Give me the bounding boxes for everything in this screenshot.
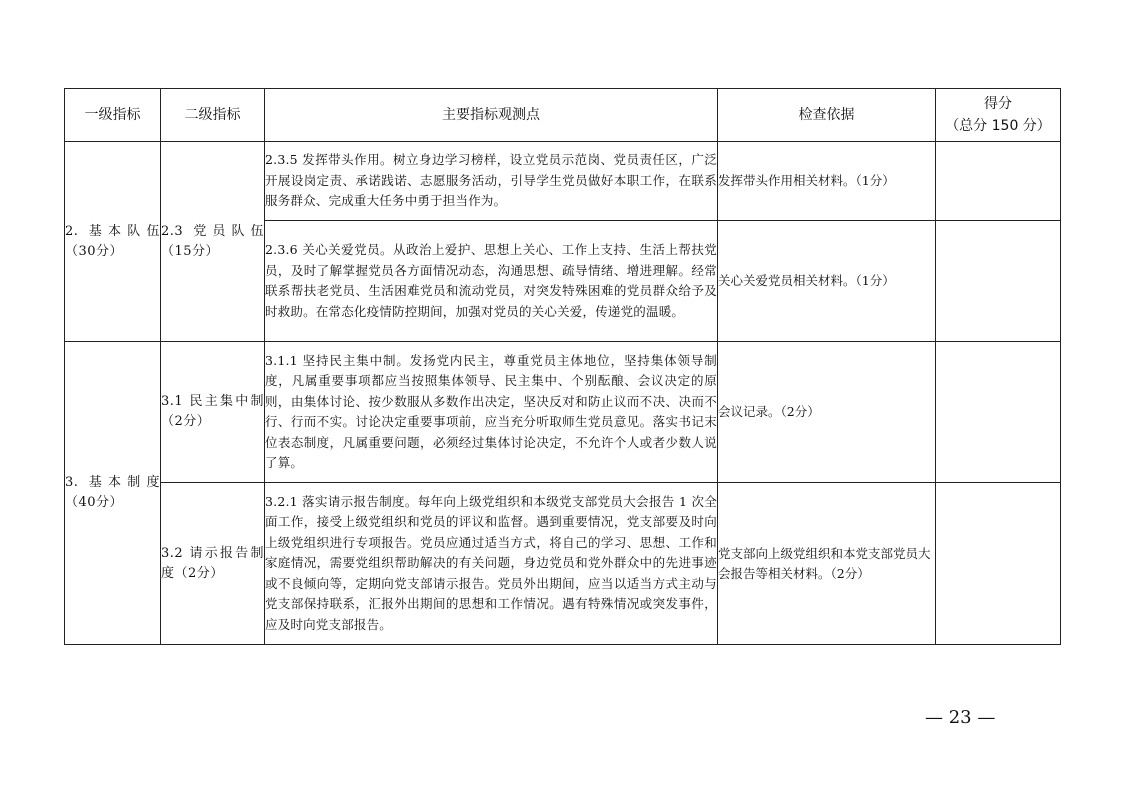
basis-cell: 发挥带头作用相关材料。（1分）: [718, 142, 936, 221]
level2-cell: 3.1 民主集中制（2分）: [161, 342, 265, 483]
level1-cell: 2. 基本队伍（30分）: [65, 142, 161, 342]
observation-cell: 3.1.1 坚持民主集中制。发扬党内民主，尊重党员主体地位，坚持集体领导制度，凡属重要事项都应当按照集体领导、民主集中、个别酝酿、会议决定的原则，由集体讨论、按少数服从多数作出决定，坚决反对和防止议而不决、决而不行、行而不实。讨论决定重要事项前，应当充分听取师生党员意见。落实书记末位表态制度，凡属重要问题，必须经过集体讨论决定，不允许个人或者少数人说了算。: [265, 342, 718, 483]
evaluation-table: [64, 88, 1061, 645]
table-row: [65, 142, 1061, 221]
level1-cell: 3. 基本制度（40分）: [65, 342, 161, 645]
observation-cell: 2.3.5 发挥带头作用。树立身边学习榜样，设立党员示范岗、党员责任区，广泛开展设岗定责、承诺践诺、志愿服务活动，引导学生党员做好本职工作，在联系服务群众、完成重大任务中勇于担当作为。: [265, 142, 718, 221]
header-observation: 主要指标观测点: [265, 89, 718, 142]
observation-cell: 2.3.6 关心关爱党员。从政治上爱护、思想上关心、工作上支持、生活上帮扶党员，及时了解掌握党员各方面情况动态，沟通思想、疏导情绪、增进理解。经常联系帮扶老党员、生活困难党员和流动党员，对突发特殊困难的党员群众给予及时救助。在常态化疫情防控期间，加强对党员的关心关爱，传递党的温暖。: [265, 221, 718, 342]
header-score-title: 得分: [984, 96, 1012, 112]
page-number: — 23 —: [925, 707, 996, 728]
score-cell: [936, 221, 1061, 342]
score-cell: [936, 142, 1061, 221]
basis-cell: 会议记录。（2分）: [718, 342, 936, 483]
header-row: [65, 89, 1061, 142]
score-cell: [936, 342, 1061, 483]
table-row: [65, 483, 1061, 645]
header-level2: 二级指标: [161, 89, 265, 142]
header-score-total: （总分 150 分）: [945, 118, 1051, 134]
header-level1: 一级指标: [65, 89, 161, 142]
level2-cell: 3.2 请示报告制度（2分）: [161, 483, 265, 645]
table-row: [65, 342, 1061, 483]
header-score: [936, 89, 1061, 142]
score-cell: [936, 483, 1061, 645]
level2-cell: 2.3 党员队伍（15分）: [161, 142, 265, 342]
basis-cell: 关心关爱党员相关材料。（1分）: [718, 221, 936, 342]
observation-cell: 3.2.1 落实请示报告制度。每年向上级党组织和本级党支部党员大会报告 1 次全面工作，接受上级党组织和党员的评议和监督。遇到重要情况，党支部要及时向上级党组织进行专项报告。党员应通过适当方式，将自己的学习、思想、工作和家庭情况，需要党组织帮助解决的有关问题，身边党员和党外群众中的先进事迹或不良倾向等，定期向党支部请示报告。党员外出期间，应当以适当方式主动与党支部保持联系，汇报外出期间的思想和工作情况。遇有特殊情况或突发事件，应及时向党支部报告。: [265, 483, 718, 645]
basis-cell: 党支部向上级党组织和本党支部党员大会报告等相关材料。（2分）: [718, 483, 936, 645]
header-basis: 检查依据: [718, 89, 936, 142]
